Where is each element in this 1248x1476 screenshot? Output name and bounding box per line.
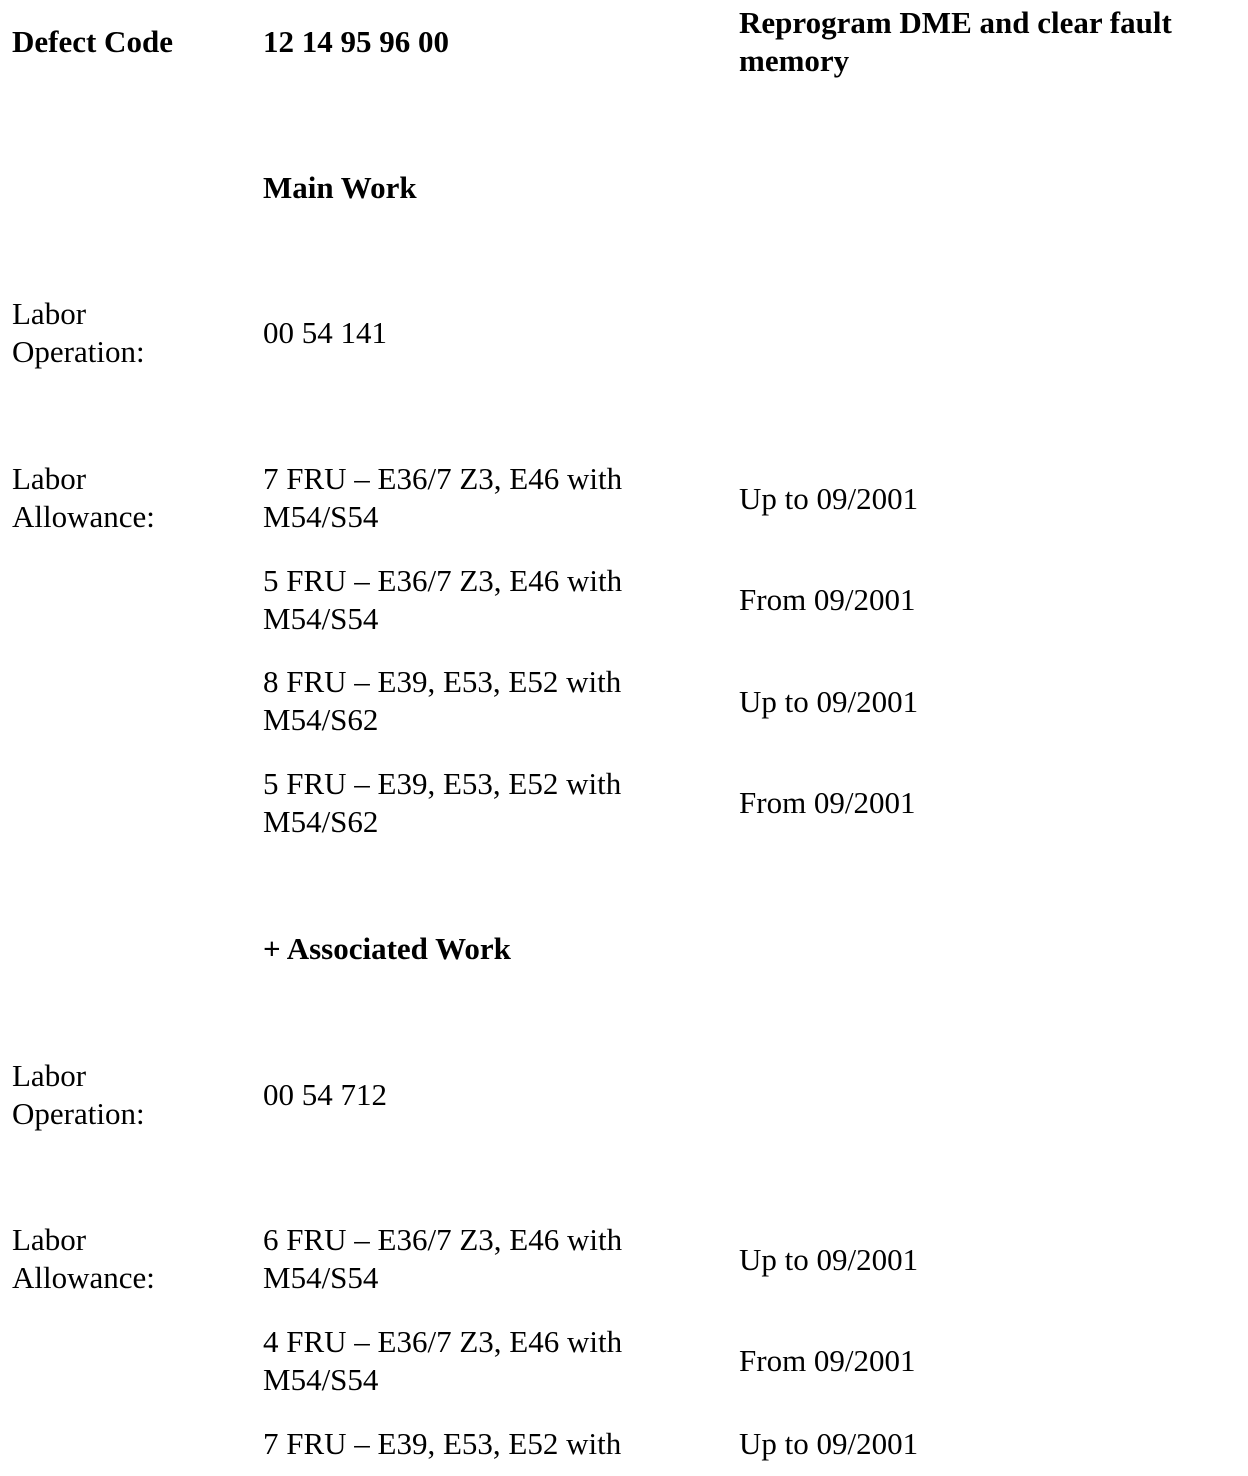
associated-work-heading: + Associated Work [263,931,511,966]
assoc-allowance-date: Up to 09/2001 [739,1426,919,1461]
main-allowance-item: 8 FRU – E39, E53, E52 with M54/S62 [263,664,622,737]
main-allowance-item: 5 FRU – E39, E53, E52 with M54/S62 [263,766,622,839]
assoc-allowance-item: 6 FRU – E36/7 Z3, E46 with M54/S54 [263,1222,623,1295]
assoc-allowance-date: From 09/2001 [739,1343,916,1378]
assoc-labor-operation-label: Labor Operation: [12,1058,145,1131]
main-allowance-date: Up to 09/2001 [739,684,919,719]
assoc-allowance-item: 7 FRU – E39, E53, E52 with [263,1426,622,1461]
defect-code-label: Defect Code [12,24,173,59]
main-allowance-date: From 09/2001 [739,785,916,820]
main-allowance-item: 5 FRU – E36/7 Z3, E46 with M54/S54 [263,563,623,636]
defect-code-value: 12 14 95 96 00 [263,24,449,59]
assoc-labor-operation-value: 00 54 712 [263,1077,387,1112]
main-labor-allowance-label: Labor Allowance: [12,461,155,534]
main-labor-operation-value: 00 54 141 [263,315,387,350]
main-labor-operation-label: Labor Operation: [12,296,145,369]
defect-description: Reprogram DME and clear fault memory [739,5,1172,78]
main-allowance-date: Up to 09/2001 [739,481,919,516]
main-allowance-date: From 09/2001 [739,582,916,617]
assoc-labor-allowance-label: Labor Allowance: [12,1222,155,1295]
assoc-allowance-item: 4 FRU – E36/7 Z3, E46 with M54/S54 [263,1324,623,1397]
main-work-heading: Main Work [263,170,417,205]
main-allowance-item: 7 FRU – E36/7 Z3, E46 with M54/S54 [263,461,623,534]
assoc-allowance-date: Up to 09/2001 [739,1242,919,1277]
